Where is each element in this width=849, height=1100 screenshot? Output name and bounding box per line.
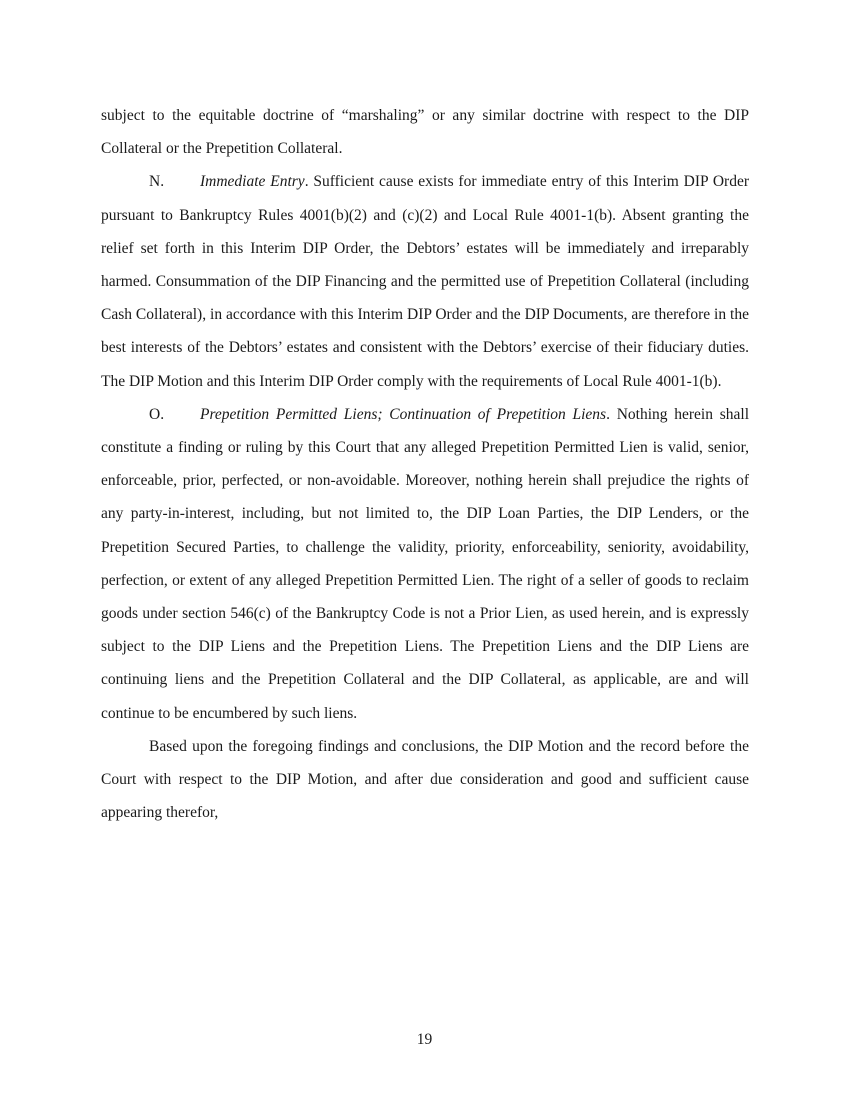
paragraph-o-letter: O. <box>149 405 165 423</box>
paragraph-n-body: . Sufficient cause exists for immediate entry of this Interim DIP Order pursuant to Bankruptcy Rules 4001(b)(2) and (c)(2) and Local Rule 4001-1(b). Absent granting the relief set forth in this Interim DIP Order, the Debtors’ estates will be immediately and irreparably harmed. Consummation of the DIP Financing and the permitted use of Prepetition Collateral (including Cash Collateral), in accordance with this Interim DIP Order and the DIP Documents, are therefore in the best interests of the Debtors’ estates and consistent with the Debtors’ exercise of their fiduciary duties. The DIP Motion and this Interim DIP Order comply with the requirements of Local Rule 4001-1(b). <box>101 173 750 390</box>
closing-paragraph: Based upon the foregoing findings and conclusions, the DIP Motion and the record before the Court with respect to the DIP Motion, and after due consideration and good and sufficient cause appearing therefor, <box>101 737 749 822</box>
paragraph-o <box>101 398 749 730</box>
document-body <box>101 99 749 829</box>
paragraph-n-letter: N. <box>149 173 165 191</box>
paragraph-o-heading: Prepetition Permitted Liens; Continuation of Prepetition Liens <box>200 405 607 423</box>
paragraph-o-body: . Nothing herein shall constitute a finding or ruling by this Court that any alleged Prepetition Permitted Lien is valid, senior, enforceable, prior, perfected, or non-avoidable. Moreover, nothing herein shall prejudice the rights of any party-in-interest, including, but not limited to, the DIP Loan Parties, the DIP Lenders, or the Prepetition Secured Parties, to challenge the validity, priority, enforceability, seniority, avoidability, perfection, or extent of any alleged Prepetition Permitted Lien. The right of a seller of goods to reclaim goods under section 546(c) of the Bankruptcy Code is not a Prior Lien, as used herein, and is expressly subject to the DIP Liens and the Prepetition Liens. The Prepetition Liens and the DIP Liens are continuing liens and the Prepetition Collateral and the DIP Collateral, as applicable, are and will continue to be encumbered by such liens. <box>101 405 749 722</box>
page-number: 19 <box>416 1031 433 1048</box>
paragraph-n-heading: Immediate Entry <box>200 173 305 191</box>
paragraph-n <box>101 165 749 397</box>
continuation-paragraph: subject to the equitable doctrine of “marshaling” or any similar doctrine with respect to the DIP Collateral or the Prepetition Collateral. <box>101 107 749 158</box>
